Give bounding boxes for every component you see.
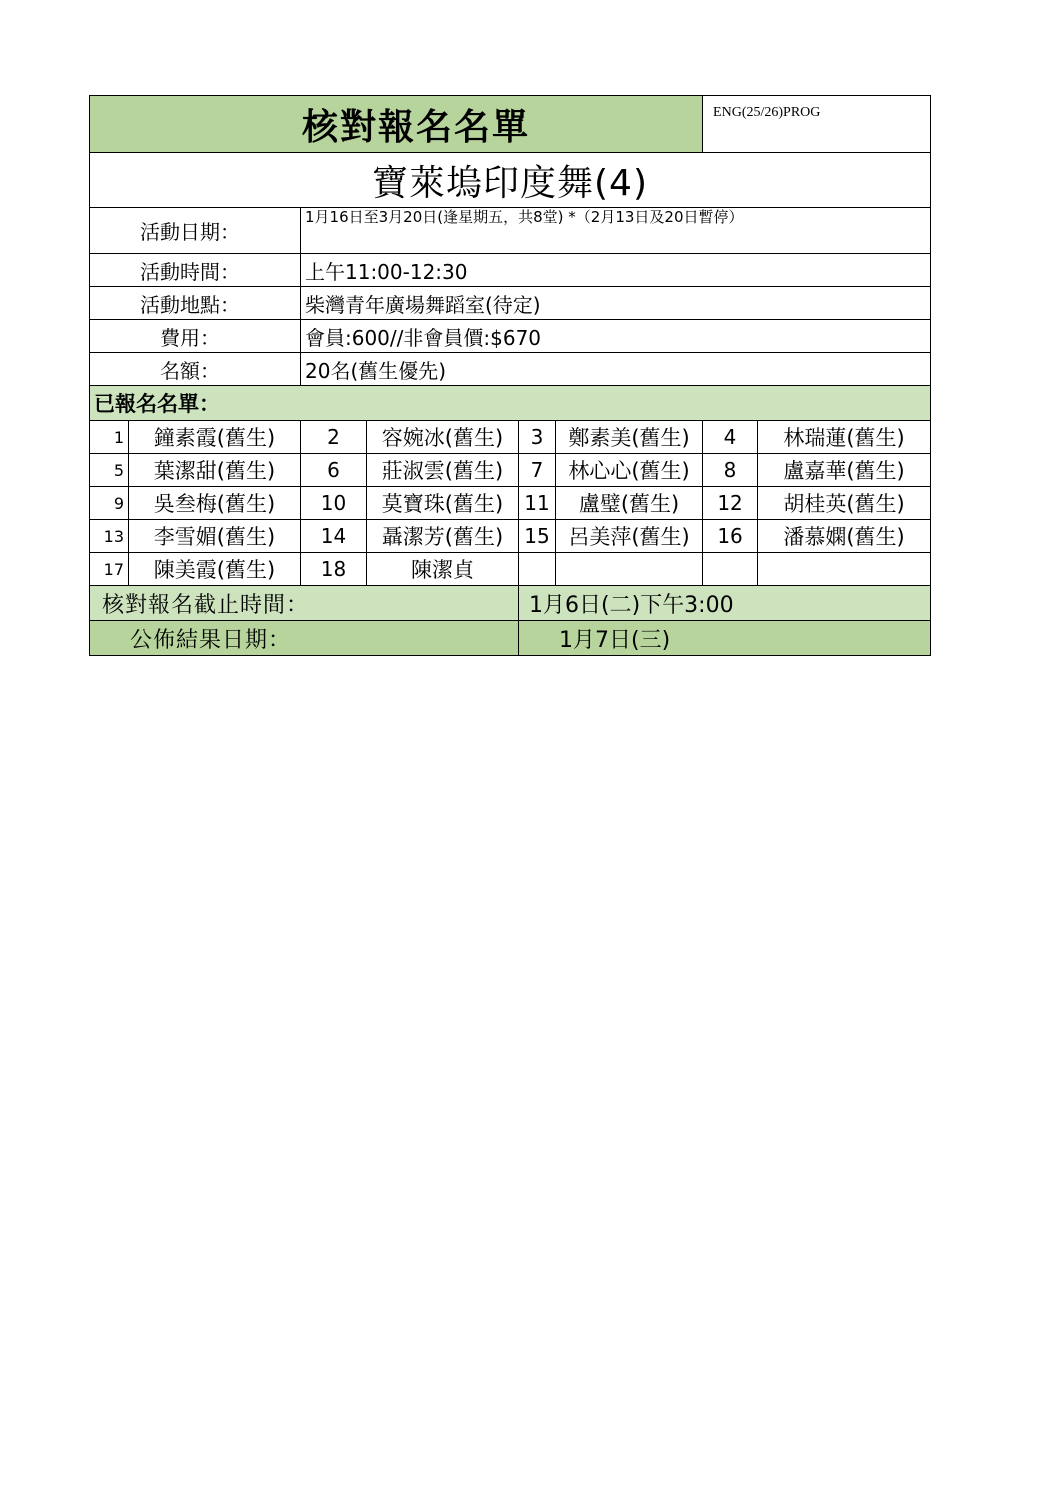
entry-number: 12	[703, 487, 758, 520]
registered-list-header: 已報名名單：	[90, 386, 931, 421]
entry-name: 盧璧(舊生)	[556, 487, 703, 520]
entry-number: 16	[703, 520, 758, 553]
quota-label: 名額：	[90, 353, 301, 386]
entry-number: 8	[703, 454, 758, 487]
entry-number: 10	[301, 487, 367, 520]
page-title: 核對報名名單	[90, 96, 703, 153]
empty-cell	[556, 553, 703, 586]
deadline-value: 1月6日(二)下午3:00	[519, 586, 931, 621]
entry-name: 陳潔貞	[367, 553, 519, 586]
course-name: 寶萊塢印度舞(4)	[90, 153, 931, 208]
result-date-label: 公佈結果日期：	[90, 621, 519, 656]
entry-number: 1	[90, 421, 129, 454]
entry-name: 林心心(舊生)	[556, 454, 703, 487]
entry-number: 7	[519, 454, 556, 487]
entry-number: 14	[301, 520, 367, 553]
entry-name: 葉潔甜(舊生)	[129, 454, 301, 487]
date-value: 1月16日至3月20日(逢星期五，共8堂) *（2月13日及20日暫停）	[301, 208, 931, 254]
table-row	[90, 421, 931, 454]
entry-name: 潘慕嫻(舊生)	[758, 520, 931, 553]
entry-number: 9	[90, 487, 129, 520]
entry-name: 聶潔芳(舊生)	[367, 520, 519, 553]
venue-label: 活動地點：	[90, 287, 301, 320]
table-row	[90, 520, 931, 553]
result-date-value: 1月7日(三)	[519, 621, 931, 656]
registration-check-table	[89, 95, 931, 656]
empty-cell	[519, 553, 556, 586]
entry-name: 陳美霞(舊生)	[129, 553, 301, 586]
date-label: 活動日期：	[90, 208, 301, 254]
time-label: 活動時間：	[90, 254, 301, 287]
entry-name: 林瑞蓮(舊生)	[758, 421, 931, 454]
entry-number: 3	[519, 421, 556, 454]
entry-number: 2	[301, 421, 367, 454]
fee-label: 費用：	[90, 320, 301, 353]
entry-name: 容婉冰(舊生)	[367, 421, 519, 454]
time-value: 上午11:00-12:30	[301, 254, 931, 287]
venue-value: 柴灣青年廣場舞蹈室(待定)	[301, 287, 931, 320]
entry-name: 盧嘉華(舊生)	[758, 454, 931, 487]
entry-number: 18	[301, 553, 367, 586]
entry-number: 17	[90, 553, 129, 586]
entry-number: 13	[90, 520, 129, 553]
deadline-label: 核對報名截止時間：	[90, 586, 519, 621]
entry-name: 呂美萍(舊生)	[556, 520, 703, 553]
entry-name: 鄭素美(舊生)	[556, 421, 703, 454]
entry-number: 5	[90, 454, 129, 487]
fee-value: 會員:600//非會員價:$670	[301, 320, 931, 353]
entry-number: 4	[703, 421, 758, 454]
table-row	[90, 553, 931, 586]
entry-name: 胡桂英(舊生)	[758, 487, 931, 520]
entry-number: 6	[301, 454, 367, 487]
entry-name: 鐘素霞(舊生)	[129, 421, 301, 454]
entry-name: 吳叁梅(舊生)	[129, 487, 301, 520]
entry-number: 15	[519, 520, 556, 553]
table-row	[90, 487, 931, 520]
entry-name: 莫寶珠(舊生)	[367, 487, 519, 520]
entry-name: 李雪媚(舊生)	[129, 520, 301, 553]
entry-name: 莊淑雲(舊生)	[367, 454, 519, 487]
quota-value: 20名(舊生優先)	[301, 353, 931, 386]
empty-cell	[703, 553, 758, 586]
empty-cell	[758, 553, 931, 586]
table-row	[90, 454, 931, 487]
entry-number: 11	[519, 487, 556, 520]
program-code: ENG(25/26)PROG	[703, 96, 931, 153]
